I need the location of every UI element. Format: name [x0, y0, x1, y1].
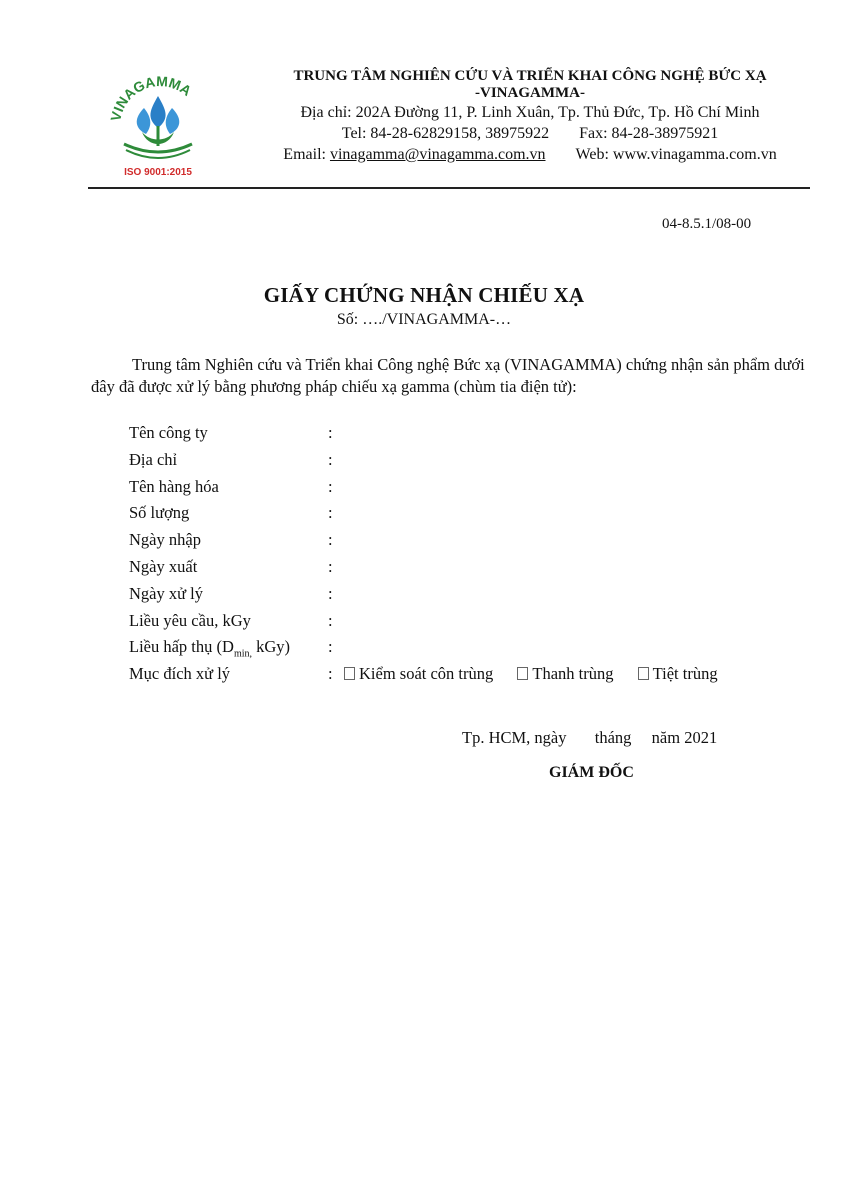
signatory-title: GIÁM ĐỐC [549, 764, 634, 781]
field-label: Mục đích xử lý [129, 664, 231, 684]
signature-date: Tp. HCM, ngày tháng năm 2021 [462, 728, 718, 747]
field-label: Số lượng [129, 503, 190, 523]
vinagamma-logo [106, 62, 210, 180]
logo-brand-text: VINAGAMMA [107, 73, 195, 123]
document-number: Số: …./VINAGAMMA-… [336, 311, 512, 328]
org-address: Địa chỉ: 202A Đường 11, P. Linh Xuân, Tp. Thủ Đức, Tp. Hồ Chí Minh [300, 104, 760, 121]
checkbox-sterilization[interactable] [638, 667, 649, 680]
field-label: Ngày xử lý [129, 583, 204, 603]
checkbox-insect-control[interactable] [344, 667, 355, 680]
intro-paragraph: Trung tâm Nghiên cứu và Triển khai Công nghệ Bức xạ (VINAGAMMA) chứng nhận sản phẩm dưới đây đã được xử lý bằng phương pháp chiếu xạ gamma (chùm tia điện tử): [91, 355, 805, 396]
purpose-sterilization[interactable]: Tiệt trùng [638, 663, 718, 685]
header-divider [88, 187, 810, 189]
logo-iso-text: ISO 9001:2015 [124, 167, 192, 178]
field-label: Liều yêu cầu, kGy [129, 610, 251, 630]
org-name: TRUNG TÂM NGHIÊN CỨU VÀ TRIỂN KHAI CÔNG NGHỆ BỨC XẠ [293, 68, 767, 84]
document-code: 04-8.5.1/08-00 [662, 216, 752, 232]
field-label: Tên hàng hóa [129, 476, 219, 496]
logo-graphic [106, 62, 210, 180]
purpose-pasteurization[interactable]: Thanh trùng [517, 663, 613, 685]
fax: Fax: 84-28-38975921 [579, 125, 719, 142]
contact-web-line [250, 144, 810, 165]
field-label: Ngày nhập [129, 530, 201, 550]
email-label: Email: [283, 146, 326, 163]
checkbox-pasteurization[interactable] [517, 667, 528, 680]
field-label: Tên công ty [129, 423, 208, 442]
website[interactable]: Web: www.vinagamma.com.vn [575, 146, 777, 163]
purpose-options [344, 663, 738, 685]
field-label: Địa chỉ [129, 449, 178, 469]
tel: Tel: 84-28-62829158, 38975922 [341, 125, 550, 142]
field-label: Liều hấp thụ ($D_{min,}$ kGy) [129, 637, 291, 660]
contact-phone-line [250, 123, 810, 144]
purpose-insect-control[interactable]: Kiểm soát côn trùng [344, 663, 493, 685]
letterhead [250, 68, 810, 165]
document-title: GIẤY CHỨNG NHẬN CHIẾU XẠ [263, 283, 585, 307]
field-label: Ngày xuất [129, 556, 198, 576]
org-short-name: -VINAGAMMA- [475, 85, 585, 101]
email-link[interactable]: vinagamma@vinagamma.com.vn [329, 146, 546, 163]
